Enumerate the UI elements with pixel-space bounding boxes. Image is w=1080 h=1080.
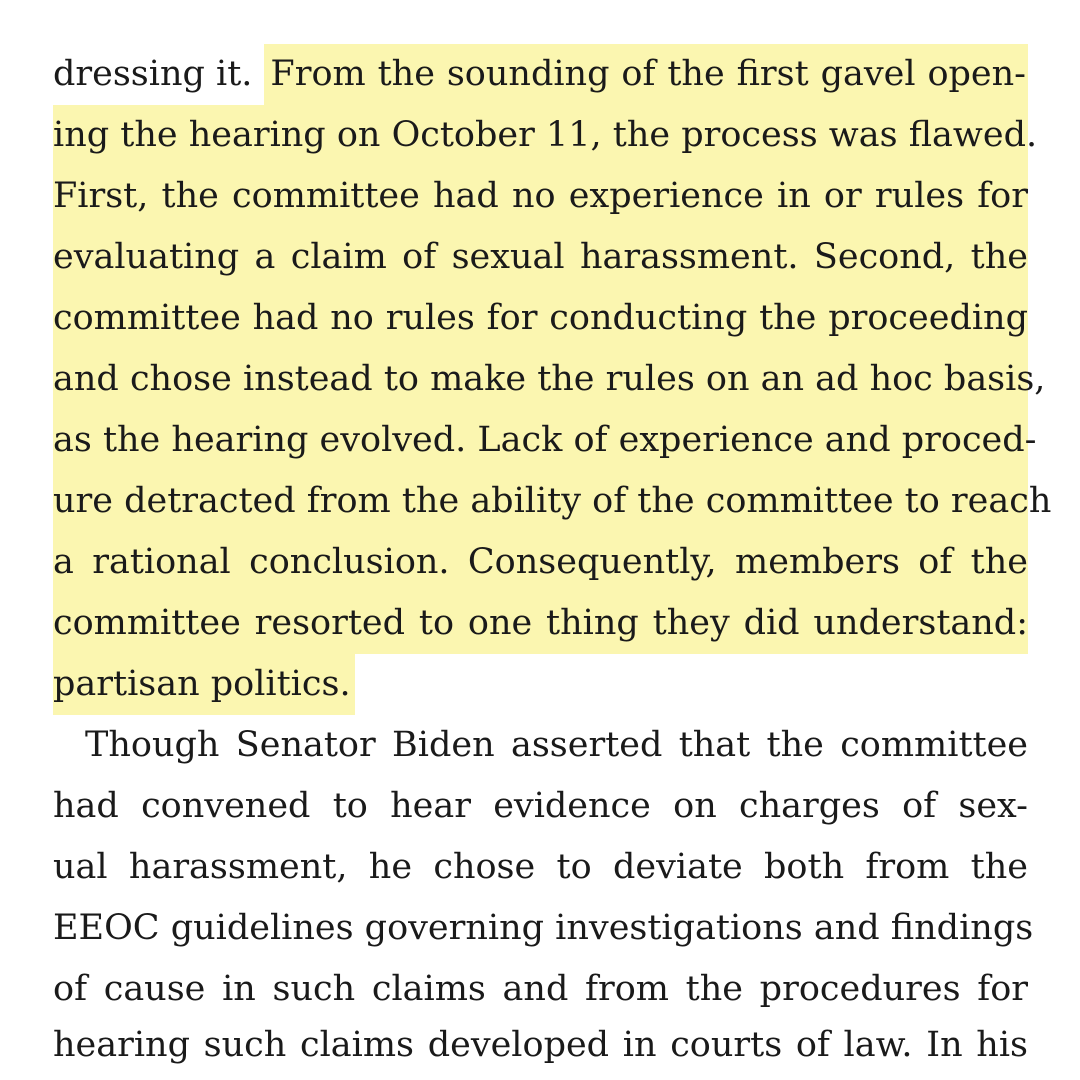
text-line: of cause in such claims and from the procedures for (53, 969, 1028, 1009)
paragraph-first-line: Though Senator Biden asserted that the committee (85, 725, 1028, 765)
text-line: had convened to hear evidence on charges of sex- (53, 786, 1028, 826)
text-line: hearing such claims developed in courts of law. In his (53, 1025, 1028, 1065)
highlighted-line[interactable]: committee had no rules for conducting the proceeding (53, 288, 1028, 349)
highlighted-line[interactable]: committee resorted to one thing they did understand: (53, 593, 1028, 654)
text-line: EEOC guidelines governing investigations and findings (53, 908, 1034, 948)
highlighted-line[interactable]: and chose instead to make the rules on an ad hoc basis, (53, 349, 1028, 410)
text-line (53, 44, 1028, 105)
highlighted-line[interactable]: a rational conclusion. Consequently, members of the (53, 532, 1028, 593)
highlighted-text[interactable]: From the sounding of the first gavel open- (264, 44, 1028, 105)
highlighted-line[interactable]: evaluating a claim of sexual harassment. Second, the (53, 227, 1028, 288)
highlighted-line[interactable]: ure detracted from the ability of the committee to reach (53, 471, 1028, 532)
highlighted-line[interactable]: ing the hearing on October 11, the process was flawed. (53, 105, 1028, 166)
plain-text: dressing it. (53, 54, 253, 94)
highlighted-line-last[interactable] (53, 654, 355, 715)
text-line: ual harassment, he chose to deviate both from the (53, 847, 1028, 887)
highlighted-line[interactable]: as the hearing evolved. Lack of experience and proced- (53, 410, 1028, 471)
highlighted-text[interactable]: partisan politics. (53, 654, 355, 715)
highlighted-line[interactable]: First, the committee had no experience in or rules for (53, 166, 1028, 227)
